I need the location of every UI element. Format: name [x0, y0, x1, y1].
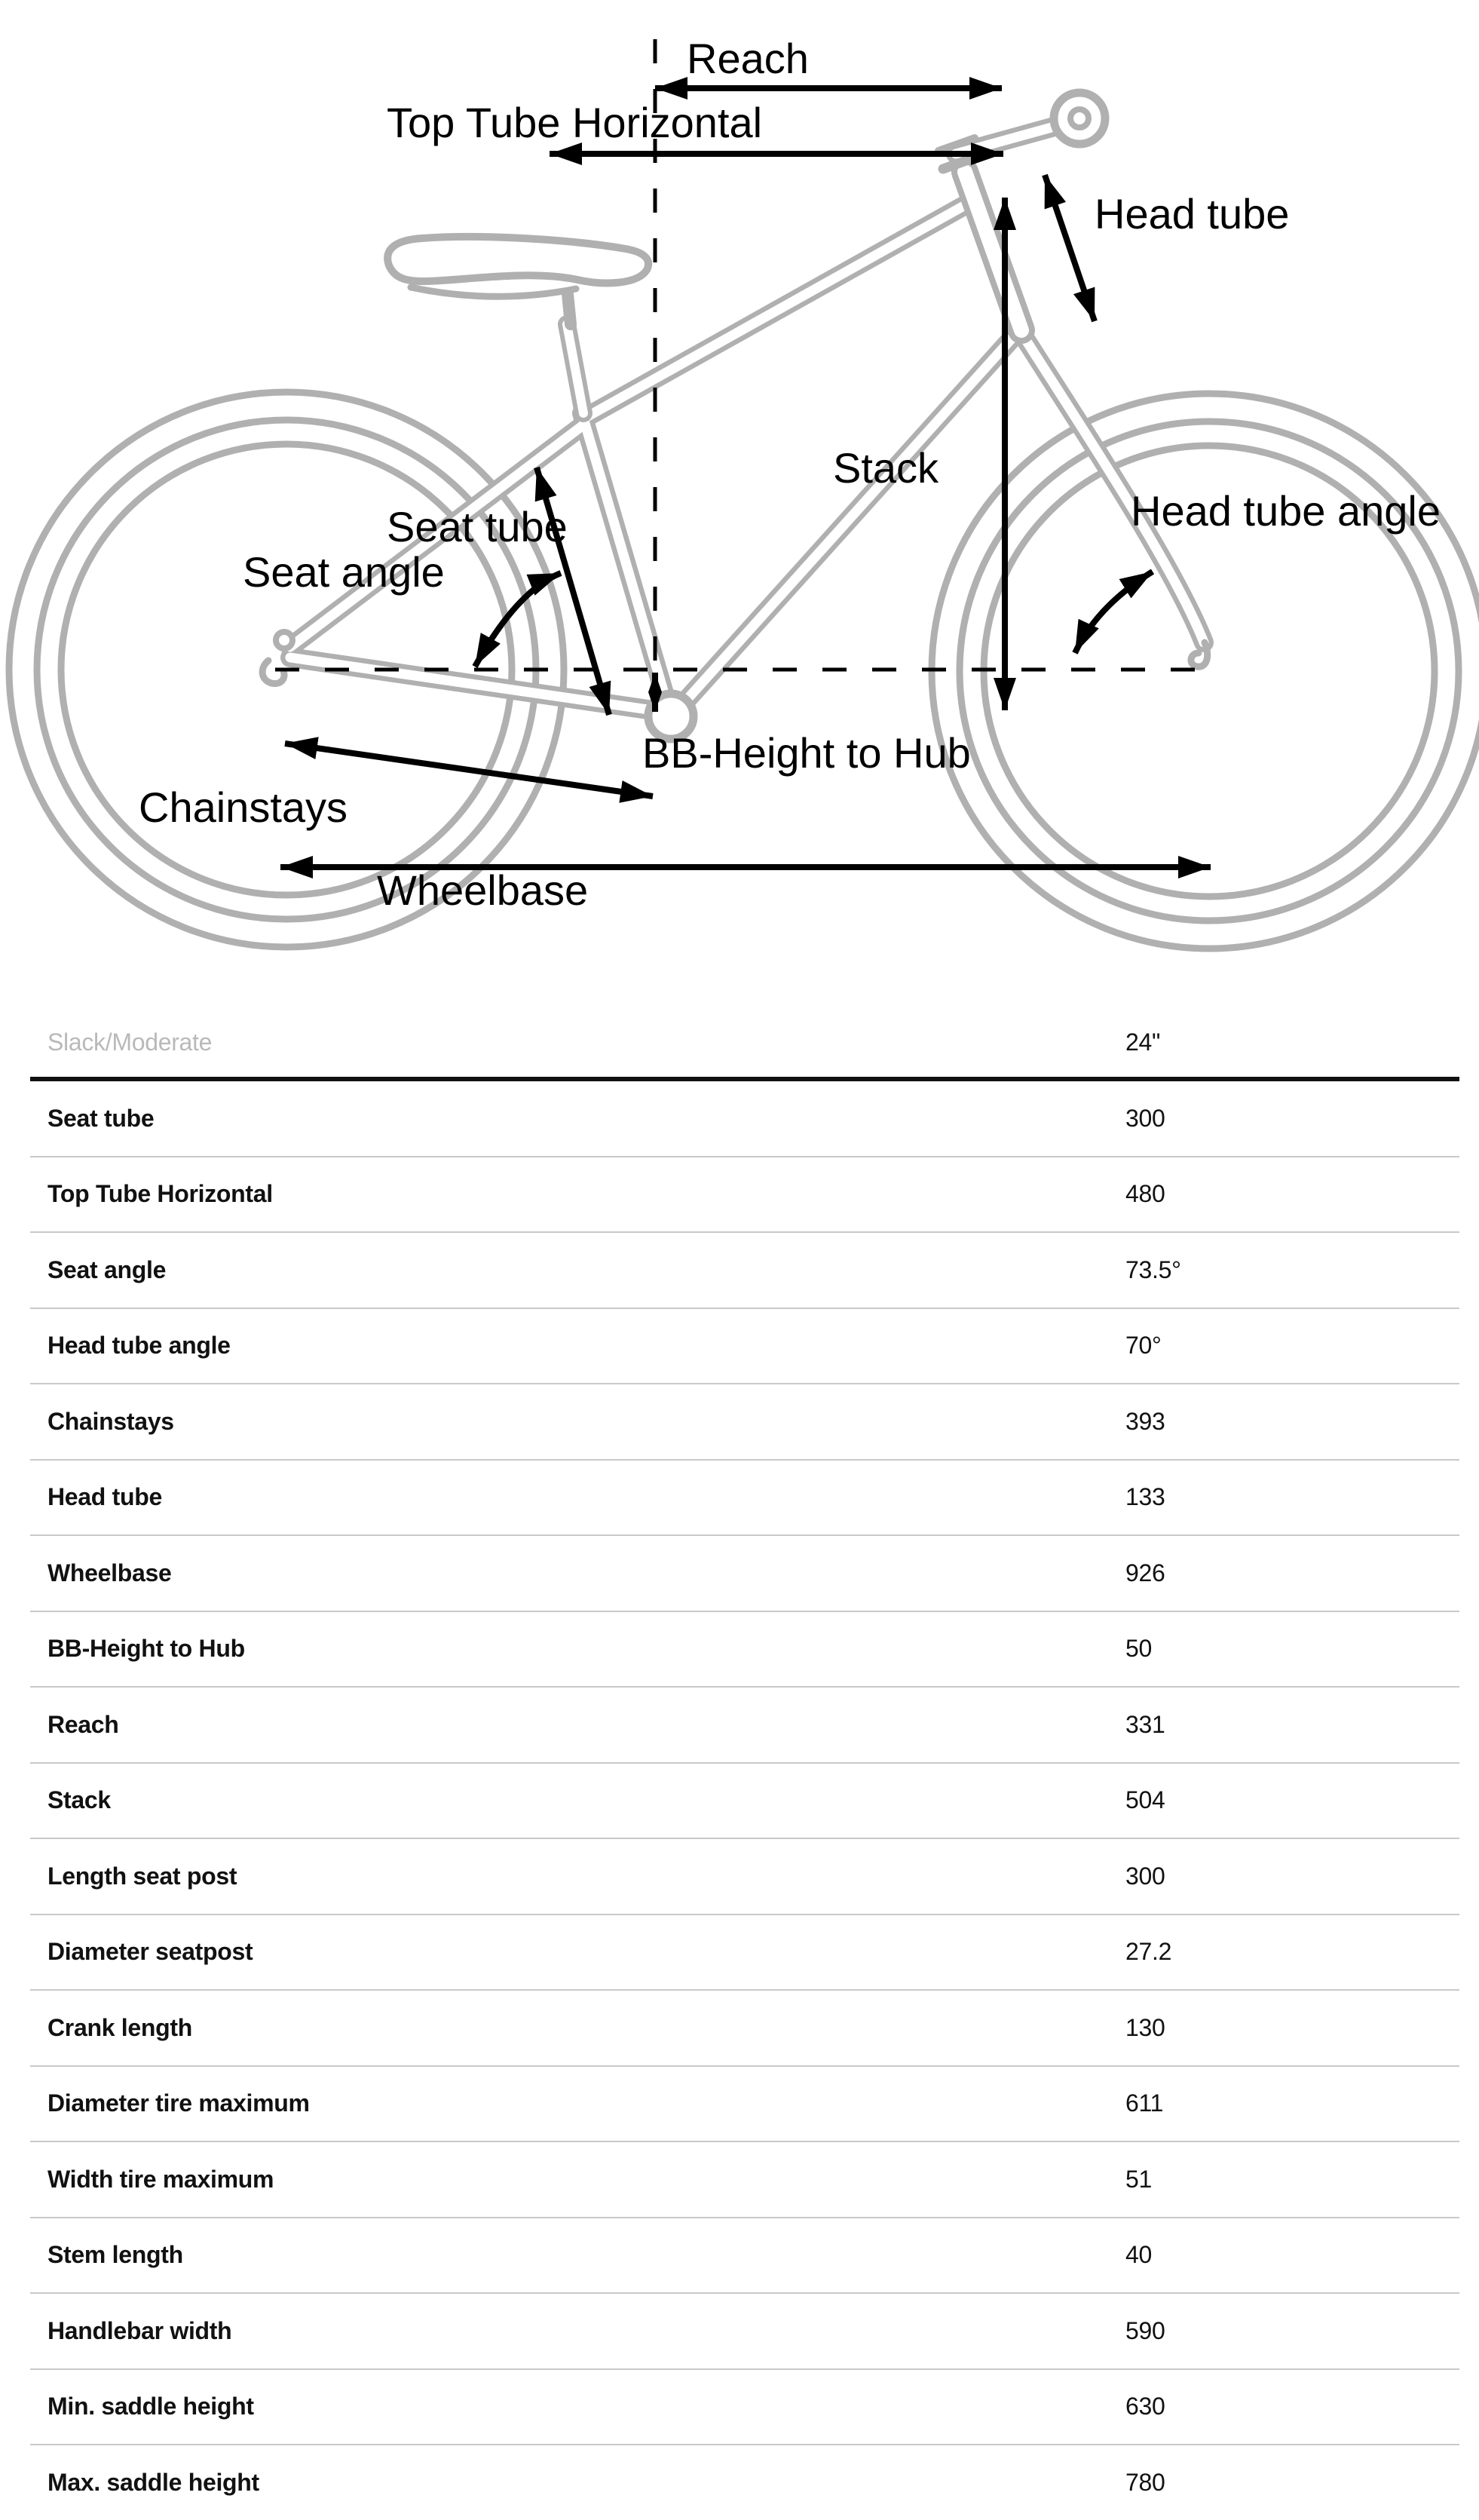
handlebar-grip	[1054, 93, 1105, 144]
table-header-row	[30, 1007, 1459, 1081]
row-label: BB-Height to Hub	[47, 1635, 245, 1663]
head-tube-arrow	[1045, 175, 1095, 321]
row-value: 70°	[1125, 1332, 1162, 1360]
table-row	[30, 1081, 1459, 1157]
row-value: 630	[1125, 2393, 1165, 2420]
row-value: 611	[1125, 2089, 1164, 2117]
table-row	[30, 1612, 1459, 1688]
diagram-labels	[139, 35, 1441, 914]
table-row	[30, 1233, 1459, 1309]
row-label: Stem length	[47, 2241, 183, 2269]
table-header-value: 24"	[1125, 1028, 1161, 1056]
table-row	[30, 1384, 1459, 1461]
reach-label: Reach	[687, 35, 809, 82]
table-row	[30, 2142, 1459, 2218]
geometry-table	[30, 1007, 1459, 2520]
row-value: 926	[1125, 1559, 1165, 1586]
table-row	[30, 2445, 1459, 2520]
row-label: Width tire maximum	[47, 2165, 274, 2193]
head-tube-label: Head tube	[1095, 190, 1290, 238]
table-body	[30, 1081, 1459, 2520]
row-value: 51	[1125, 2165, 1152, 2193]
table-row	[30, 1157, 1459, 1234]
bike-geometry-diagram	[0, 0, 1479, 965]
row-label: Handlebar width	[47, 2316, 232, 2344]
chainstays-label: Chainstays	[139, 783, 348, 831]
row-value: 133	[1125, 1483, 1165, 1511]
saddle	[387, 237, 648, 324]
row-label: Min. saddle height	[47, 2393, 254, 2420]
row-label: Diameter tire maximum	[47, 2089, 310, 2117]
table-row	[30, 2067, 1459, 2143]
seat-angle-label: Seat angle	[243, 548, 445, 596]
table-row	[30, 2370, 1459, 2446]
table-row	[30, 1991, 1459, 2067]
table-row	[30, 1839, 1459, 1915]
row-label: Crank length	[47, 2013, 192, 2041]
table-row	[30, 2294, 1459, 2370]
row-label: Reach	[47, 1710, 119, 1738]
row-value: 300	[1125, 1104, 1165, 1132]
row-label: Head tube	[47, 1483, 162, 1511]
row-value: 27.2	[1125, 1938, 1172, 1966]
head-tube-angle-arc	[1075, 572, 1153, 653]
row-label: Max. saddle height	[47, 2468, 259, 2496]
row-label: Top Tube Horizontal	[47, 1180, 273, 1208]
row-label: Head tube angle	[47, 1332, 231, 1360]
row-value: 393	[1125, 1407, 1165, 1435]
row-label: Stack	[47, 1786, 111, 1814]
wheelbase-label: Wheelbase	[377, 866, 589, 914]
row-label: Wheelbase	[47, 1559, 172, 1586]
row-value: 780	[1125, 2468, 1165, 2496]
row-label: Diameter seatpost	[47, 1938, 253, 1966]
table-row	[30, 1764, 1459, 1840]
bb-height-label: BB-Height to Hub	[642, 729, 971, 777]
table-row	[30, 1915, 1459, 1991]
row-label: Seat angle	[47, 1255, 167, 1283]
row-value: 50	[1125, 1635, 1152, 1663]
row-label: Length seat post	[47, 1862, 237, 1890]
seat-tube-label: Seat tube	[387, 503, 568, 550]
row-value: 130	[1125, 2013, 1165, 2041]
row-label: Seat tube	[47, 1104, 155, 1132]
row-value: 40	[1125, 2241, 1152, 2269]
row-value: 73.5°	[1125, 1255, 1181, 1283]
table-row	[30, 1536, 1459, 1612]
bike-frame	[290, 122, 1204, 716]
row-value: 331	[1125, 1710, 1165, 1738]
row-value: 480	[1125, 1180, 1165, 1208]
row-value: 504	[1125, 1786, 1165, 1814]
row-value: 590	[1125, 2316, 1165, 2344]
table-row	[30, 1309, 1459, 1385]
table-row	[30, 1461, 1459, 1537]
table-row	[30, 1688, 1459, 1764]
row-value: 300	[1125, 1862, 1165, 1890]
table-header-label: Slack/Moderate	[47, 1028, 213, 1056]
row-label: Chainstays	[47, 1407, 174, 1435]
head-tube-angle-label: Head tube angle	[1131, 487, 1441, 535]
top-tube-label: Top Tube Horizontal	[387, 99, 763, 146]
table-row	[30, 2218, 1459, 2295]
stack-label: Stack	[833, 444, 939, 492]
